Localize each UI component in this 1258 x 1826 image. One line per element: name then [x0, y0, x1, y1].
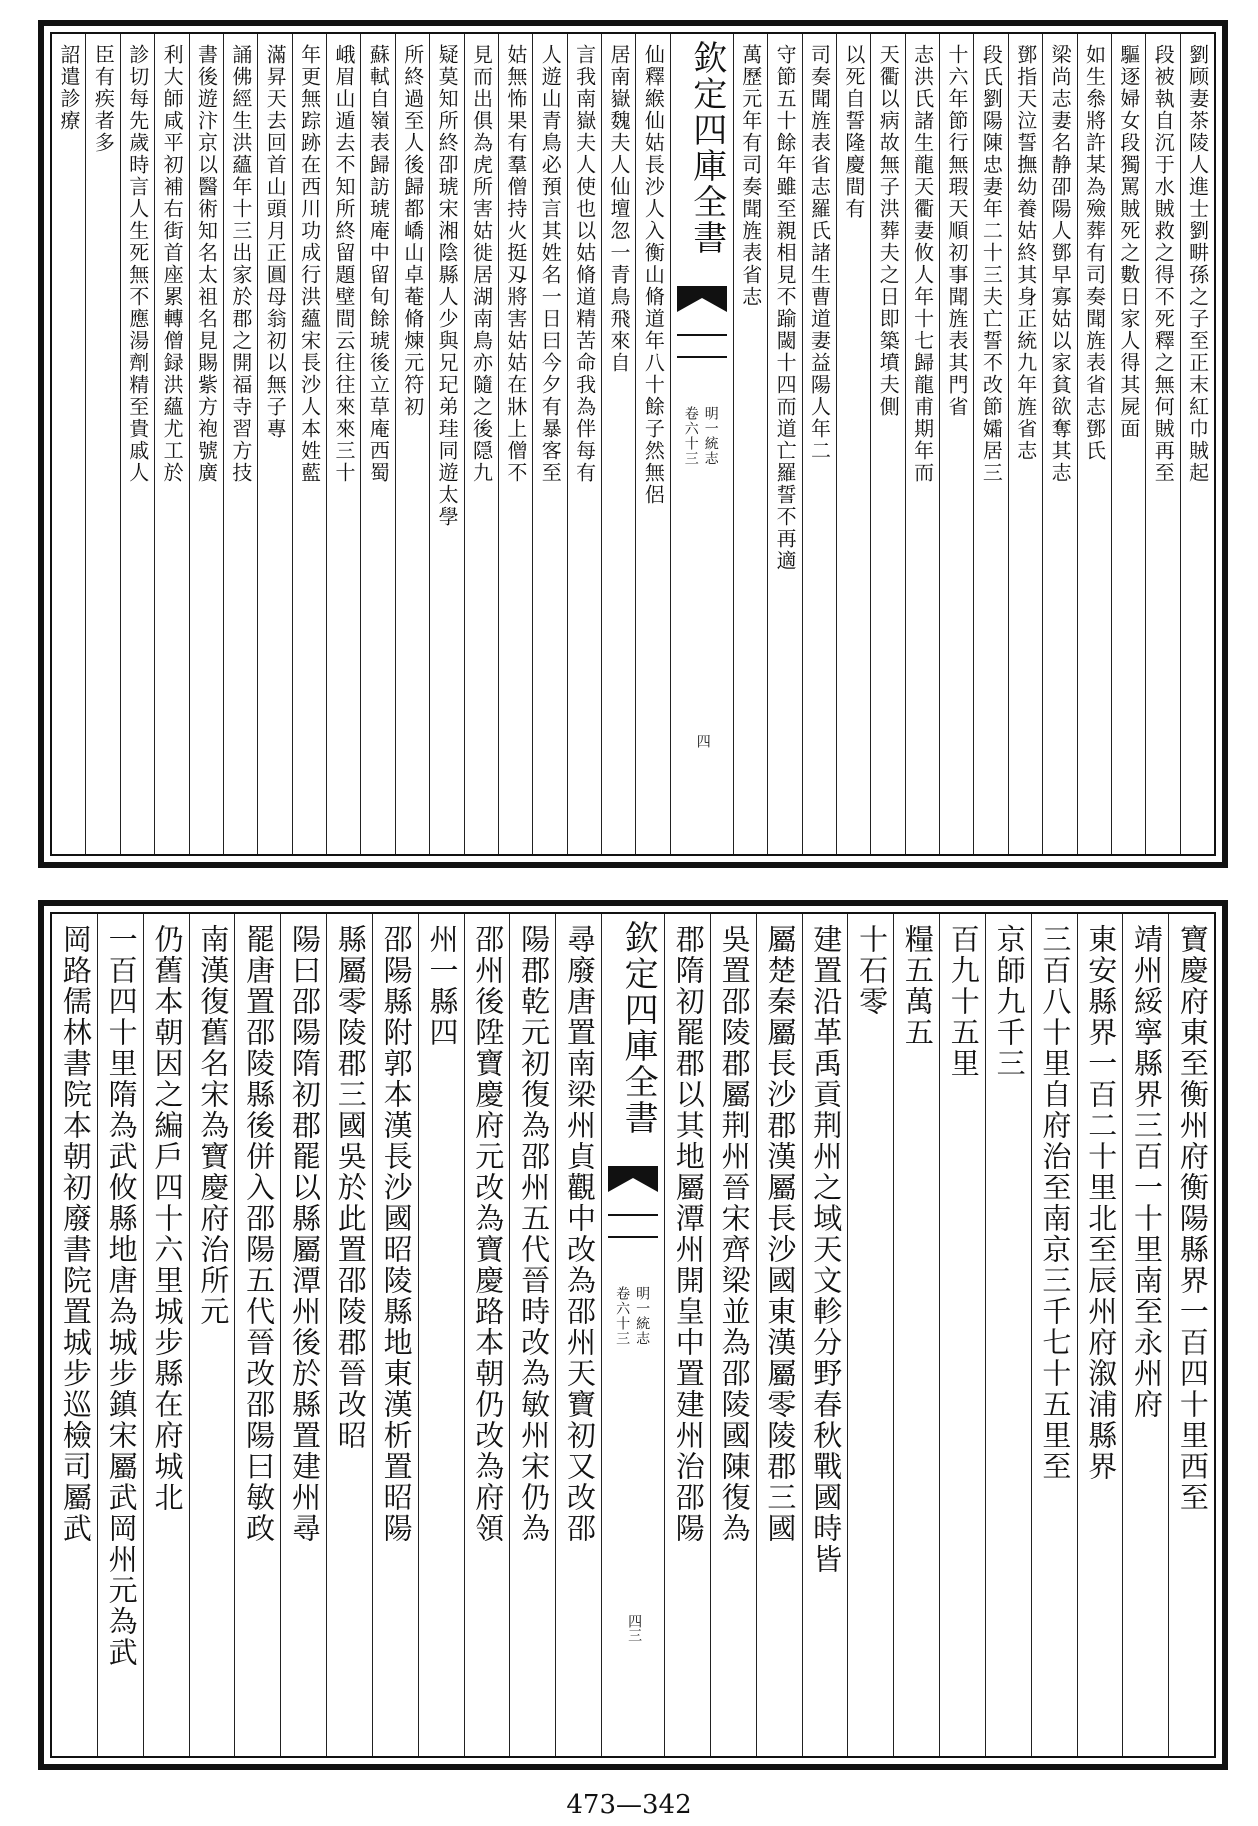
column-text: 滿昇天去回首山頭月正圓母翁初以無子專: [263, 44, 288, 440]
column-text: 吳置邵陵郡屬荆州晉宋齊梁並為邵陵國陳復為: [717, 924, 752, 1544]
column-text: 劉顾妻茶陵人進士劉畊孫之子至正末紅巾賊起: [1185, 44, 1210, 484]
center-fold: [670, 34, 733, 854]
column-text: 志洪氏諸生龍天衢妻攸人年十七歸龍甫期年而: [910, 44, 935, 484]
book-title: 欽定四庫全書: [686, 40, 727, 256]
column-text: 陽曰邵陽隋初郡罷以縣屬潭州後於縣置建州尋: [287, 924, 322, 1544]
column-text: 罷唐置邵陵縣後併入邵陽五代晉改邵陽曰敏政: [242, 924, 277, 1544]
column-text: 岡路儒林書院本朝初廢書院置城步巡檢司屬武: [58, 924, 93, 1544]
column-text: 仙釋緱仙姑長沙人入衡山脩道年八十餘子然無侶: [641, 44, 666, 506]
column-text: 利大師咸平初補右街首座累轉僧録洪蘊尤工於: [160, 44, 185, 484]
column-text: 年更無踪跡在西川功成行洪蘊宋長沙人本姓藍: [297, 44, 322, 484]
text-column: [326, 914, 372, 1756]
column-text: 建置沿革禹貢荆州之域天文軫分野春秋戰國時皆: [809, 924, 844, 1575]
text-column: [509, 914, 555, 1756]
volume-label: 卷六十三: [614, 1286, 631, 1346]
column-text: 天衢以病故無子洪葬夫之日即築墳夫側: [876, 44, 901, 418]
text-column: [1145, 34, 1179, 854]
text-column: [418, 914, 464, 1756]
fish-tail-mark-icon: [608, 1166, 658, 1192]
fish-tail-lower-icon: [608, 1214, 658, 1238]
text-column: [802, 34, 836, 854]
book-title: 欽定四庫全書: [618, 920, 659, 1136]
column-text: 屬楚秦屬長沙郡漢屬長沙國東漢屬零陵郡三國: [763, 924, 798, 1544]
column-text: 百九十五里: [946, 924, 981, 1079]
column-text: 居南嶽魏夫人仙壇忽一青鳥飛來自: [607, 44, 631, 374]
text-column: [836, 34, 870, 854]
text-column: [372, 914, 418, 1756]
column-text: 誦佛經生洪蘊年十三出家於郡之開福寺習方技: [228, 44, 253, 484]
column-text: 人遊山青鳥必預言其姓名一日曰今夕有暴客至: [538, 44, 563, 484]
column-text: 南漢復舊名宋為寶慶府治所元: [196, 924, 231, 1327]
text-column: [234, 914, 280, 1756]
column-text: 靖州綏寧縣界三百一十里南至永州府: [1130, 924, 1165, 1420]
text-column: [189, 34, 223, 854]
text-column: [1031, 914, 1077, 1756]
column-text: 蘇軾自嶺表歸訪琥庵中留旬餘琥後立草庵西蜀: [366, 44, 391, 484]
text-column: [97, 914, 143, 1756]
sub-title: 明一統志: [634, 1286, 651, 1346]
column-text: 診切每先歲時言人生死無不應湯劑精至貴戚人: [125, 44, 150, 484]
text-column: [120, 34, 154, 854]
column-text: 守節五十餘年雖至親相見不踰閾十四而道亡羅誓不再適: [773, 44, 798, 572]
column-text: 姑無怖果有羣僧持火挺刄將害姑姑在牀上僧不: [503, 44, 528, 484]
text-column: [847, 914, 893, 1756]
column-text: 臣有疾者多: [91, 44, 116, 154]
text-column: [1077, 34, 1111, 854]
column-text: 疑莫知所終卲琥宋湘陰縣人少與兄玘弟珪同遊太學: [435, 44, 460, 528]
fish-tail-mark-icon: [677, 286, 727, 312]
bottom-columns: [52, 914, 1214, 1756]
text-column: [189, 914, 235, 1756]
column-text: 三百八十里自府治至南京三千七十五里至: [1038, 924, 1073, 1482]
column-text: 以死自誓隆慶間有: [841, 44, 866, 220]
text-column: [939, 34, 973, 854]
column-text: 司奏聞旌表省志羅氏諸生曹道妻益陽人年二: [807, 44, 832, 462]
column-text: 梁尚志妻名静卲陽人鄧早寡姑以家貧欲奪其志: [1048, 44, 1073, 484]
column-text: 一百四十里隋為武攸縣地唐為城步鎮宋屬武岡州元為武: [104, 924, 139, 1668]
text-column: [939, 914, 985, 1756]
column-text: 尋廢唐置南梁州貞觀中改為邵州天寶初又改邵: [562, 924, 597, 1544]
column-text: 東安縣界一百二十里北至辰州府溆浦縣界: [1084, 924, 1119, 1482]
column-text: 郡隋初罷郡以其地屬潭州開皇中置建州治邵陽: [671, 924, 706, 1544]
text-column: [802, 914, 848, 1756]
text-column: [360, 34, 394, 854]
column-text: 京師九千三: [992, 924, 1027, 1079]
column-text: 所終過至人後歸都嶠山卓菴脩煉元符初: [400, 44, 425, 418]
column-text: 驅逐婦女段獨罵賊死之數日家人得其屍面: [1116, 44, 1141, 440]
page-number: 四三: [626, 1614, 643, 1642]
column-text: 峨眉山遁去不知所終留題壁間云往往來來三十: [332, 44, 356, 484]
column-text: 段被執自沉于水賊救之得不死釋之無何賊再至: [1151, 44, 1176, 484]
column-text: 仍舊本朝因之編戶四十六里城步縣在府城北: [150, 924, 185, 1513]
column-text: 萬歷元年有司奏聞旌表省志: [738, 44, 763, 308]
text-column: [733, 34, 767, 854]
sub-title: 明一統志: [702, 406, 719, 466]
volume-label: 卷六十三: [682, 406, 699, 466]
column-text: 寶慶府東至衡州府衡陽縣界一百四十里西至: [1175, 924, 1210, 1513]
text-column: [498, 34, 532, 854]
column-text: 詔遣診療: [57, 44, 81, 132]
text-column: [52, 34, 85, 854]
column-text: 如生叅將許某為殮葬有司奏聞旌表省志鄧氏: [1082, 44, 1107, 462]
text-column: [532, 34, 566, 854]
text-column: [52, 914, 97, 1756]
text-column: [1008, 34, 1042, 854]
top-page-frame: [50, 32, 1216, 856]
page-number: 四: [694, 734, 711, 748]
text-column: [870, 34, 904, 854]
text-column: [143, 914, 189, 1756]
text-column: [756, 914, 802, 1756]
text-column: [464, 914, 510, 1756]
text-column: [85, 34, 119, 854]
bottom-page-frame: [50, 912, 1216, 1758]
text-column: [395, 34, 429, 854]
text-column: [710, 914, 756, 1756]
text-column: [1122, 914, 1168, 1756]
text-column: [767, 34, 801, 854]
top-columns: [52, 34, 1214, 854]
text-column: [464, 34, 498, 854]
top-page: [38, 20, 1228, 868]
text-column: [635, 34, 669, 854]
text-column: [326, 34, 360, 854]
column-text: 十六年節行無瑕天順初事聞旌表其門省: [945, 44, 969, 418]
text-column: [555, 914, 601, 1756]
text-column: [601, 34, 635, 854]
text-column: [223, 34, 257, 854]
column-text: 鄧指天泣誓撫幼養姑終其身正統九年旌省志: [1013, 44, 1038, 462]
text-column: [985, 914, 1031, 1756]
text-column: [1042, 34, 1076, 854]
column-text: 陽郡乾元初復為邵州五代晉時改為敏州宋仍為: [517, 924, 552, 1544]
text-column: [905, 34, 939, 854]
text-column: [429, 34, 463, 854]
column-text: 見而出俱為虎所害姑徙居湖南鳥亦隨之後隠九: [469, 44, 494, 484]
text-column: [664, 914, 710, 1756]
column-text: 十石零: [855, 924, 890, 1017]
text-column: [1168, 914, 1214, 1756]
fish-tail-lower-icon: [677, 334, 727, 358]
text-column: [893, 914, 939, 1756]
text-column: [1111, 34, 1145, 854]
column-text: 書後遊汴京以醫術知名太祖名見賜紫方袍號廣: [194, 44, 219, 484]
center-fold: [601, 914, 664, 1756]
page-footer-number: 473—342: [566, 1790, 692, 1820]
text-column: [567, 34, 601, 854]
column-text: 言我南嶽夫人使也以姑脩道精苦命我為伴每有: [572, 44, 597, 484]
column-text: 邵州後陞寶慶府元改為寶慶路本朝仍改為府領: [471, 924, 506, 1544]
column-text: 段氏劉陽陳忠妻年二十三夫亡誓不改節孀居三: [979, 44, 1004, 484]
column-text: 縣屬零陵郡三國吳於此置邵陵郡晉改昭: [333, 924, 368, 1451]
bottom-page: [38, 900, 1228, 1770]
text-column: [973, 34, 1007, 854]
text-column: [257, 34, 291, 854]
text-column: [1180, 34, 1214, 854]
text-column: [1077, 914, 1123, 1756]
text-column: [292, 34, 326, 854]
text-column: [280, 914, 326, 1756]
text-column: [154, 34, 188, 854]
column-text: 州一縣四: [425, 924, 460, 1048]
column-text: 邵陽縣附郭本漢長沙國昭陵縣地東漢析置昭陽: [379, 924, 414, 1544]
column-text: 糧五萬五: [900, 924, 935, 1048]
